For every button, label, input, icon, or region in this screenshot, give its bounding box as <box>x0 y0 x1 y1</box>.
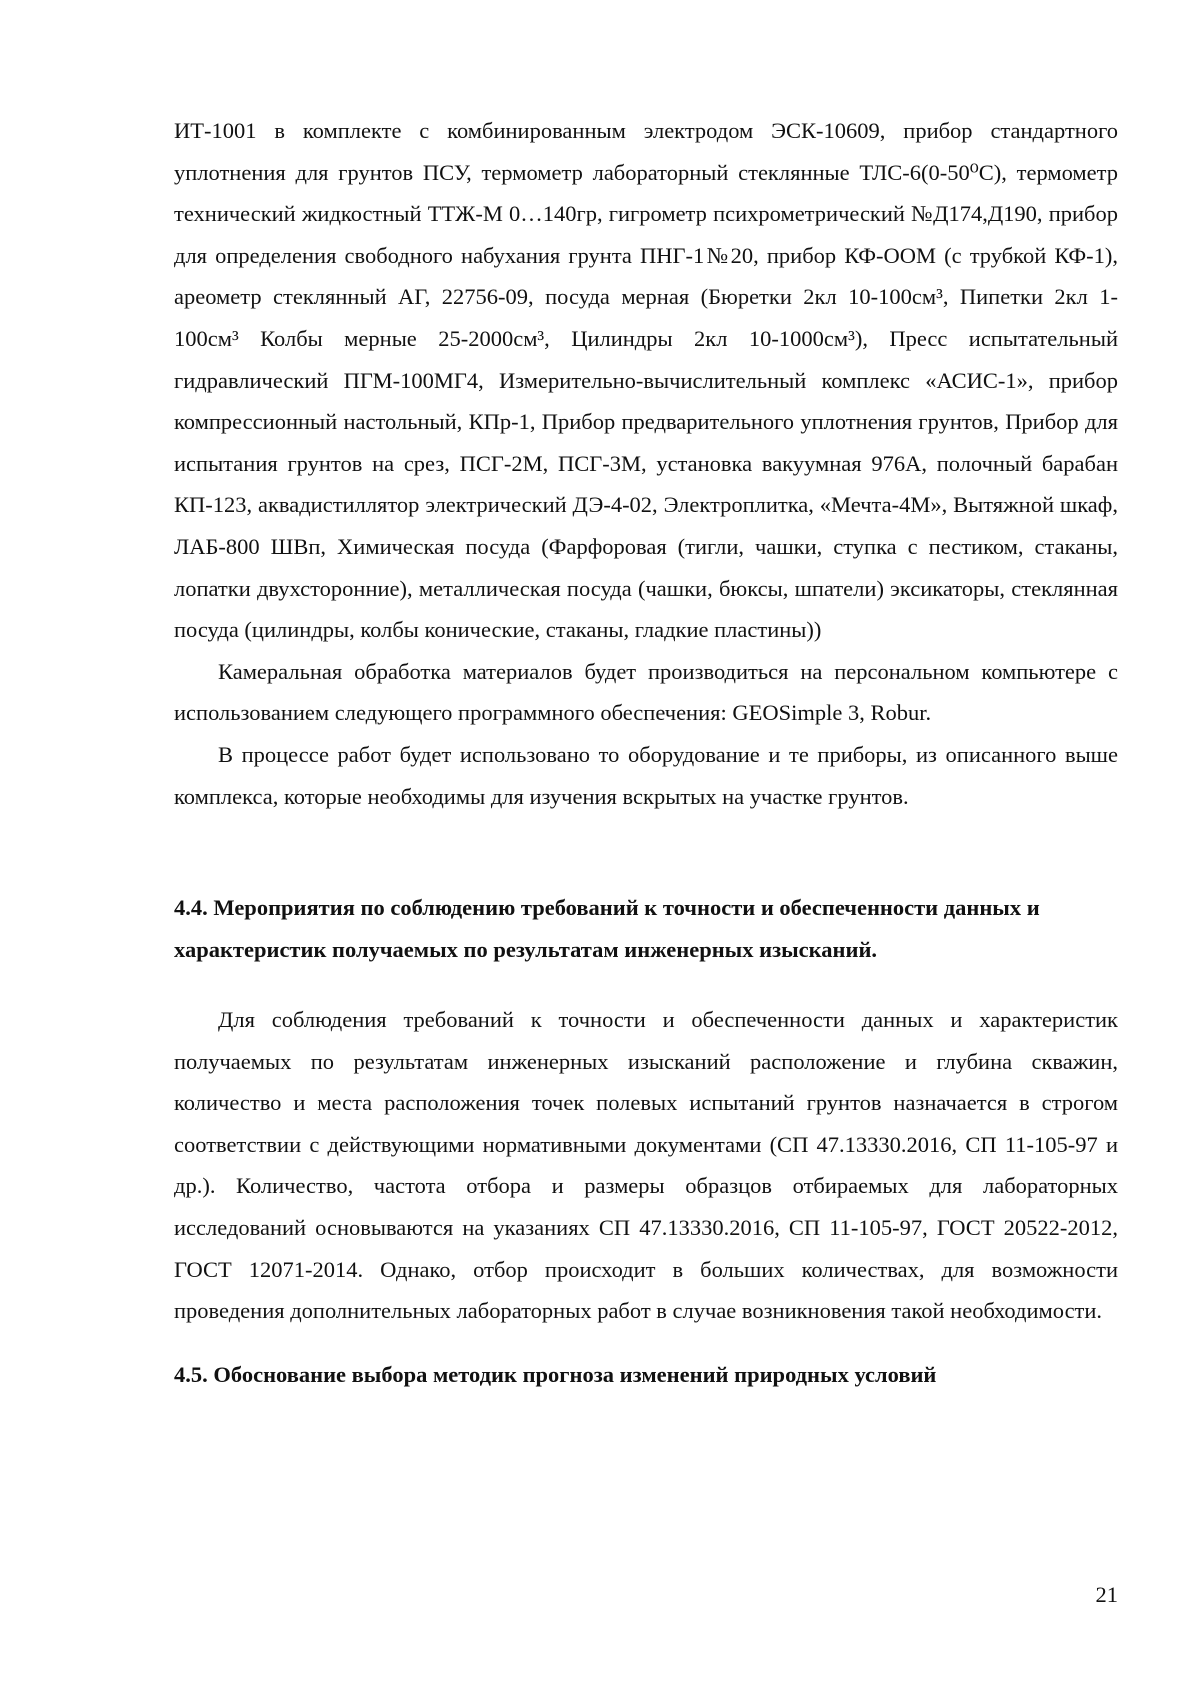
page-number: 21 <box>1095 1582 1118 1607</box>
equipment-list-paragraph: ИТ-1001 в комплекте с комбинированным электродом ЭСК-10609, прибор стандартного уплотнения для грунтов ПСУ, термометр лабораторный стеклянные ТЛС-6(0-50⁰С), термометр технический жидкостный ТТЖ-М 0…140гр, гигрометр психрометрический №Д174,Д190, прибор для определения свободного набухания грунта ПНГ-1№20, прибор КФ-ООМ (с трубкой КФ-1), ареометр стеклянный АГ, 22756-09, посуда мерная (Бюретки 2кл 10-100см³, Пипетки 2кл 1-100см³ Колбы мерные 25-2000см³, Цилиндры 2кл 10-1000см³), Пресс испытательный гидравлический ПГМ-100МГ4, Измерительно-вычислительный комплекс «АСИС-1», прибор компрессионный настольный, КПр-1, Прибор предварительного уплотнения грунтов, Прибор для испытания грунтов на срез, ПСГ-2М, ПСГ-3М, установка вакуумная 976А, полочный барабан КП-123, аквадистиллятор электрический ДЭ-4-02, Электроплитка, «Мечта-4М», Вытяжной шкаф, ЛАБ-800 ШВп, Химическая посуда (Фарфоровая (тигли, чашки, ступка с пестиком, стаканы, лопатки двухсторонние), металлическая посуда (чашки, бюксы, шпатели) эксикаторы, стеклянная посуда (цилиндры, колбы конические, стаканы, гладкие пластины)) <box>174 118 1118 643</box>
page-content <box>174 110 1118 1396</box>
equipment-usage-paragraph: В процессе работ будет использовано то оборудование и те приборы, из описанного выше комплекса, которые необходимы для изучения вскрытых на участке грунтов. <box>174 741 1118 809</box>
camera-processing-paragraph: Камеральная обработка материалов будет производиться на персональном компьютере с использованием следующего программного обеспечения: GEOSimple 3, Robur. <box>174 658 1118 726</box>
section-4-4-body: Для соблюдения требований к точности и обеспеченности данных и характеристик получаемых по результатам инженерных изысканий расположение и глубина скважин, количество и места расположения точек полевых испытаний грунтов назначается в строгом соответствии с действующими нормативными документами (СП 47.13330.2016, СП 11-105-97 и др.). Количество, частота отбора и размеры образцов отбираемых для лабораторных исследований основываются на указаниях СП 47.13330.2016, СП 11-105-97, ГОСТ 20522-2012, ГОСТ 12071-2014. Однако, отбор происходит в больших количествах, для возможности проведения дополнительных лабораторных работ в случае возникновения такой необходимости. <box>174 1007 1118 1324</box>
section-4-5-heading: 4.5. Обоснование выбора методик прогноза изменений природных условий <box>174 1361 937 1387</box>
section-4-4-heading: 4.4. Мероприятия по соблюдению требований к точности и обеспеченности данных и характеристик получаемых по результатам инженерных изысканий. <box>174 895 1040 963</box>
